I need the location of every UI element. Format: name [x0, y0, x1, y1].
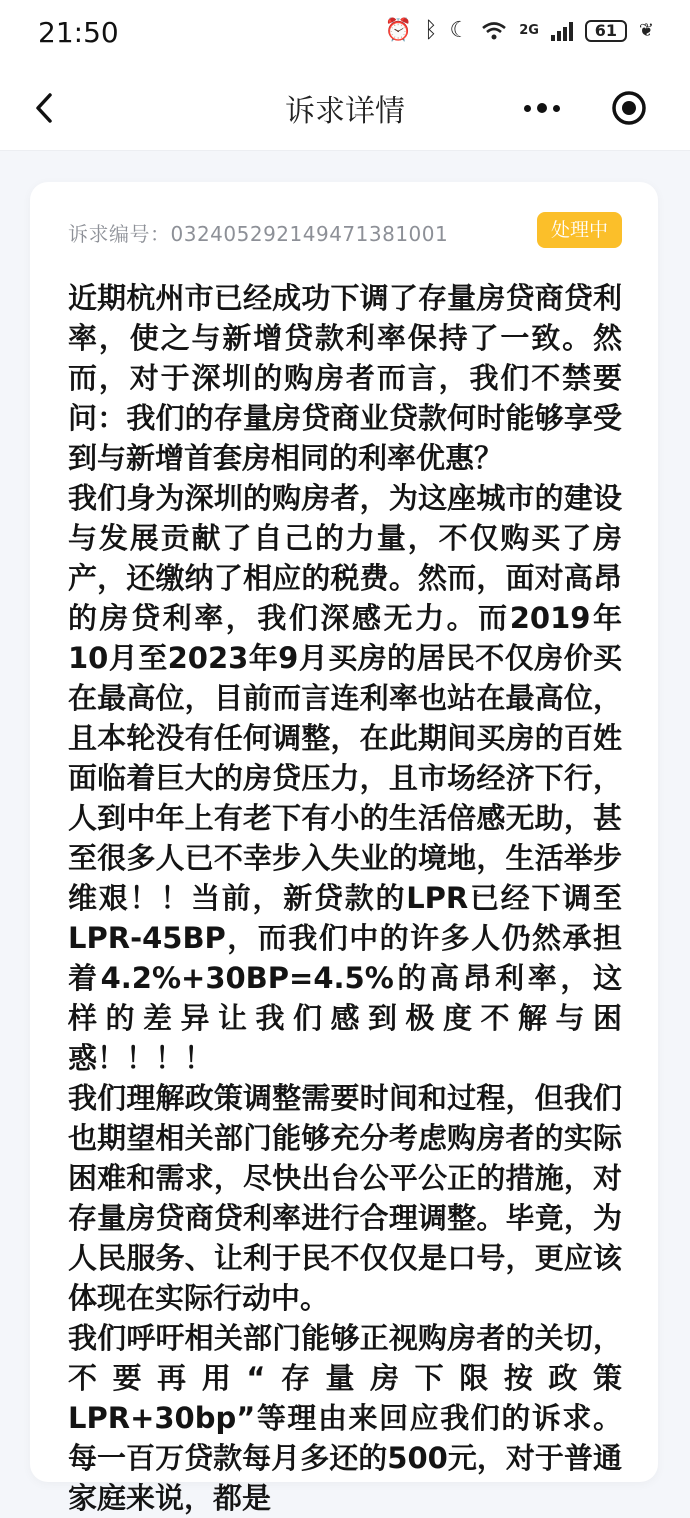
- petition-meta: [68, 212, 622, 252]
- status-time: 21:50: [38, 16, 119, 49]
- network-type: 2G: [519, 23, 539, 38]
- status-bar: [0, 0, 690, 66]
- signal-icon: [551, 21, 573, 41]
- leaf-icon: ❦: [638, 20, 654, 41]
- battery-icon: [585, 20, 627, 42]
- content-paragraph: 我们呼吁相关部门能够正视购房者的关切，不要再用“存量房下限按政策LPR+30bp”等理由来回应我们的诉求。每一百万贷款每月多还的500元，对于普通家庭来说，都是: [68, 1321, 622, 1515]
- petition-number-value: 03240529214947138​1001: [170, 222, 449, 246]
- content-paragraph: 近期杭州市已经成功下调了存量房贷商贷利率，使之与新增贷款利率保持了一致。然而，对于深圳的购房者而言，我们不禁要问：我们的存量房贷商业贷款何时能够享受到与新增首套房相同的利率优惠？: [68, 281, 622, 475]
- page-title: 诉求详情: [285, 94, 405, 129]
- status-icons: [385, 18, 654, 43]
- wifi-icon: [481, 21, 507, 41]
- content-paragraph: 我们身为深圳的购房者，为这座城市的建设与发展贡献了自己的力量，不仅购买了房产，还缴纳了相应的税费。然而，面对高昂的房贷利率，我们深感无力。而2019年10月至2023年9月买房的居民不仅房价买在最高位，目前而言连利率也站在最高位，且本轮没有任何调整，在此期间买房的百姓面临着巨大的房贷压力，且市场经济下行，人到中年上有老下有小的生活倍感无助，甚至很多人已不幸步入失业的境地，生活举步维艰！！当前，新贷款的LPR已经下调至LPR-45BP，而我们中的许多人仍然承担着4.2%+30BP=4.5%的高昂利率，这样的差异让我们感到极度不解与困惑！！！！: [68, 481, 622, 1075]
- nav-bar: [0, 66, 690, 151]
- alarm-icon: ⏰: [384, 18, 413, 43]
- petition-number-label: 诉求编号：: [68, 222, 171, 246]
- bluetooth-icon: ᛒ: [424, 18, 438, 43]
- more-dots-icon[interactable]: [514, 88, 570, 128]
- petition-number: [68, 218, 448, 247]
- moon-icon: ☾: [449, 18, 470, 43]
- petition-card: [30, 182, 658, 1515]
- status-badge: 处理中: [537, 212, 622, 248]
- target-close-icon[interactable]: [610, 89, 648, 127]
- battery-level: 61: [594, 21, 618, 40]
- content-paragraph: 我们理解政策调整需要时间和过程，但我们也期望相关部门能够充分考虑购房者的实际困难和需求，尽快出台公平公正的措施，对存量房贷商贷利率进行合理调整。毕竟，为人民服务、让利于民不仅仅是口号，更应该体现在实际行动中。: [68, 1081, 622, 1315]
- petition-content: [68, 278, 622, 1518]
